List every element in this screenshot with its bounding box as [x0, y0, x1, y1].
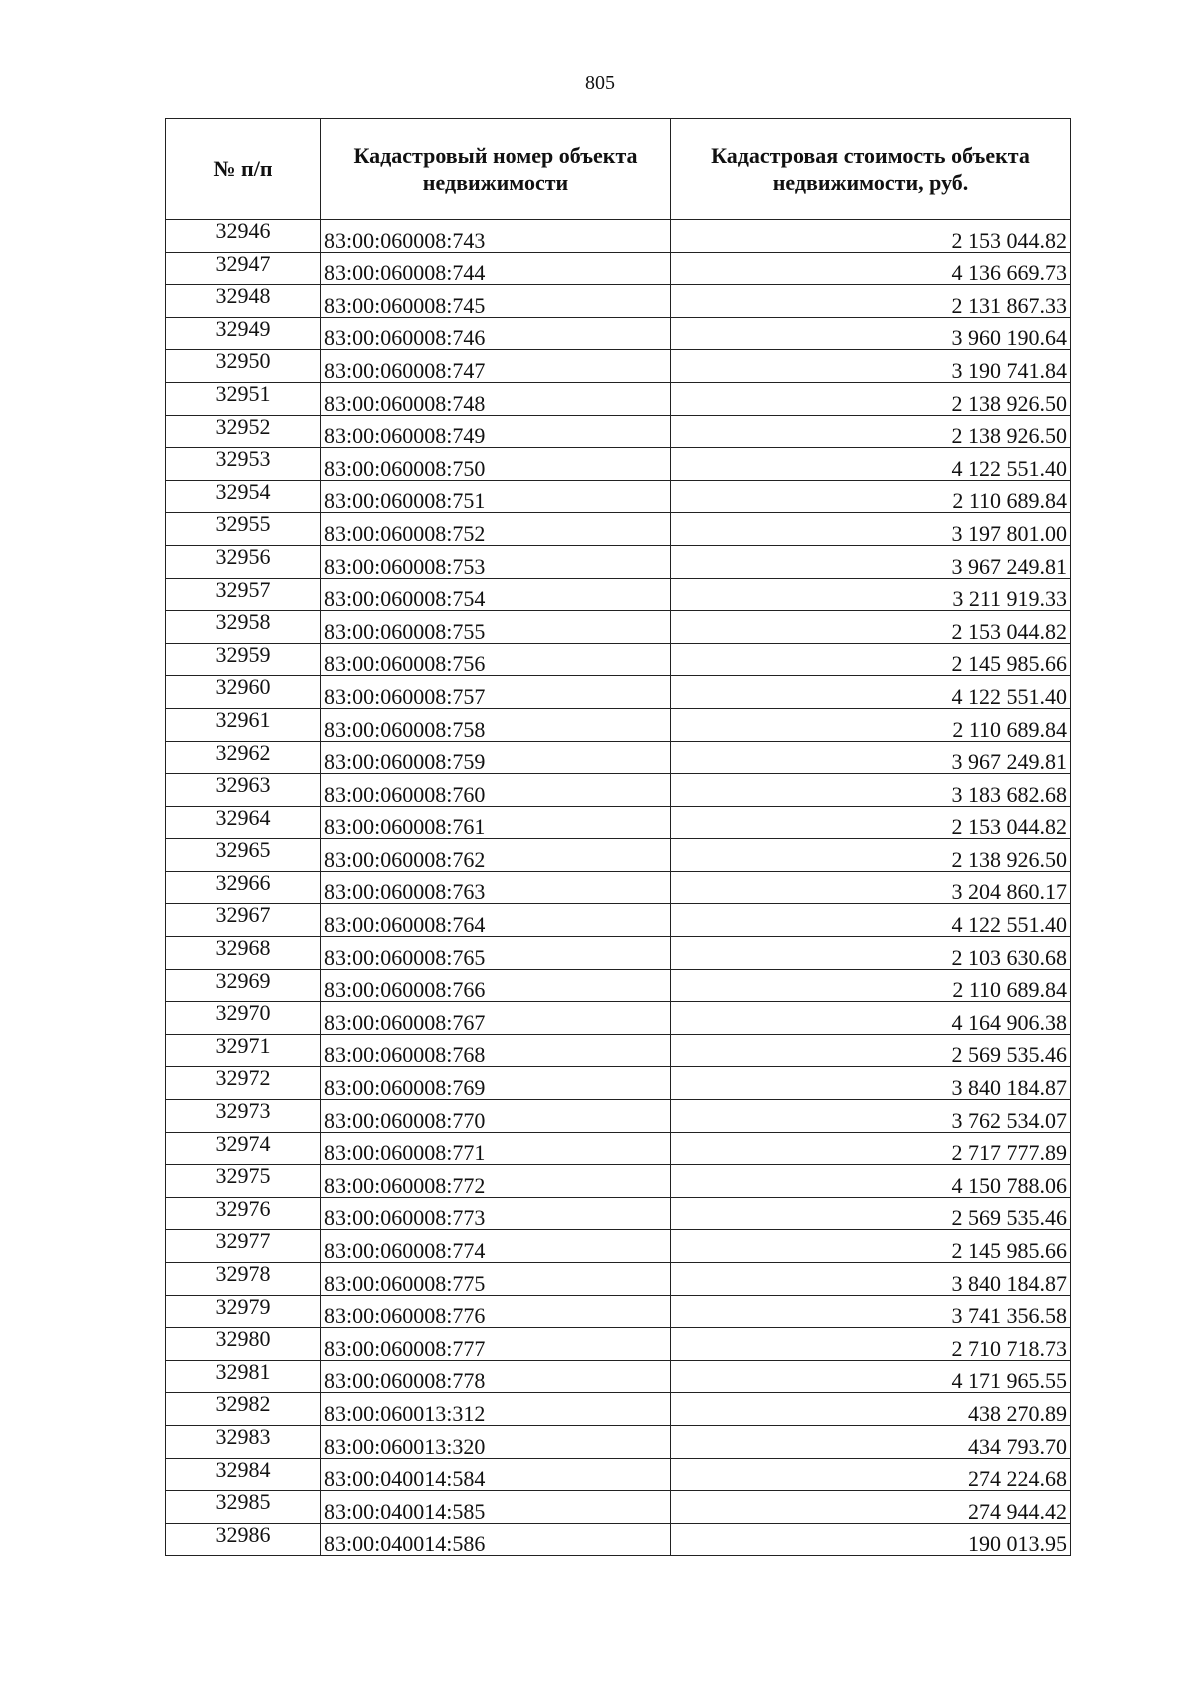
cadastral-value-cell: 438 270.89 — [671, 1393, 1071, 1426]
cadastral-number-cell: 83:00:060008:743 — [321, 220, 671, 253]
table-row — [166, 741, 1071, 774]
table-row — [166, 285, 1071, 318]
cadastral-value-cell: 3 967 249.81 — [671, 741, 1071, 774]
table-row — [166, 1360, 1071, 1393]
row-number-cell: 32952 — [166, 415, 321, 448]
cadastral-number-cell: 83:00:060008:759 — [321, 741, 671, 774]
row-number-cell: 32985 — [166, 1491, 321, 1524]
table-row — [166, 1002, 1071, 1035]
cadastral-number-cell: 83:00:060008:774 — [321, 1230, 671, 1263]
cadastral-value-cell: 2 110 689.84 — [671, 480, 1071, 513]
row-number-cell: 32964 — [166, 806, 321, 839]
table-row — [166, 1393, 1071, 1426]
cadastral-number-cell: 83:00:060008:773 — [321, 1197, 671, 1230]
table-row — [166, 643, 1071, 676]
cadastral-value-table — [165, 118, 1071, 1556]
cadastral-value-cell: 2 131 867.33 — [671, 285, 1071, 318]
cadastral-number-cell: 83:00:060008:745 — [321, 285, 671, 318]
cadastral-number-cell: 83:00:060008:760 — [321, 774, 671, 807]
row-number-cell: 32951 — [166, 382, 321, 415]
row-number-cell: 32967 — [166, 904, 321, 937]
table-header — [166, 119, 1071, 220]
table-row — [166, 1100, 1071, 1133]
cadastral-value-cell: 2 717 777.89 — [671, 1132, 1071, 1165]
table-row — [166, 708, 1071, 741]
cadastral-number-cell: 83:00:060008:756 — [321, 643, 671, 676]
cadastral-value-cell: 2 569 535.46 — [671, 1034, 1071, 1067]
table-row — [166, 382, 1071, 415]
table-row — [166, 1067, 1071, 1100]
table-row — [166, 1263, 1071, 1296]
cadastral-number-cell: 83:00:060008:752 — [321, 513, 671, 546]
cadastral-value-cell: 2 710 718.73 — [671, 1328, 1071, 1361]
row-number-cell: 32969 — [166, 969, 321, 1002]
table-row — [166, 1425, 1071, 1458]
cadastral-number-cell: 83:00:040014:586 — [321, 1523, 671, 1556]
cadastral-number-cell: 83:00:060008:766 — [321, 969, 671, 1002]
table-row — [166, 1132, 1071, 1165]
row-number-cell: 32950 — [166, 350, 321, 383]
row-number-cell: 32962 — [166, 741, 321, 774]
cadastral-number-cell: 83:00:060008:747 — [321, 350, 671, 383]
table-row — [166, 676, 1071, 709]
cadastral-value-cell: 4 164 906.38 — [671, 1002, 1071, 1035]
row-number-cell: 32963 — [166, 774, 321, 807]
cadastral-number-cell: 83:00:060008:776 — [321, 1295, 671, 1328]
table-row — [166, 220, 1071, 253]
row-number-cell: 32979 — [166, 1295, 321, 1328]
row-number-cell: 32949 — [166, 317, 321, 350]
row-number-cell: 32983 — [166, 1425, 321, 1458]
cadastral-value-cell: 4 122 551.40 — [671, 904, 1071, 937]
cadastral-number-cell: 83:00:060008:763 — [321, 871, 671, 904]
header-row-number: № п/п — [166, 119, 321, 220]
cadastral-number-cell: 83:00:060008:758 — [321, 708, 671, 741]
cadastral-value-cell: 3 183 682.68 — [671, 774, 1071, 807]
table-row — [166, 480, 1071, 513]
row-number-cell: 32946 — [166, 220, 321, 253]
cadastral-value-cell: 190 013.95 — [671, 1523, 1071, 1556]
table-row — [166, 904, 1071, 937]
table-row — [166, 806, 1071, 839]
row-number-cell: 32953 — [166, 448, 321, 481]
cadastral-value-cell: 2 153 044.82 — [671, 220, 1071, 253]
row-number-cell: 32978 — [166, 1263, 321, 1296]
table-row — [166, 252, 1071, 285]
cadastral-number-cell: 83:00:060008:772 — [321, 1165, 671, 1198]
table-row — [166, 1034, 1071, 1067]
row-number-cell: 32970 — [166, 1002, 321, 1035]
row-number-cell: 32976 — [166, 1197, 321, 1230]
row-number-cell: 32982 — [166, 1393, 321, 1426]
cadastral-number-cell: 83:00:040014:584 — [321, 1458, 671, 1491]
table-row — [166, 545, 1071, 578]
cadastral-value-cell: 3 840 184.87 — [671, 1263, 1071, 1296]
cadastral-value-cell: 4 122 551.40 — [671, 448, 1071, 481]
cadastral-value-cell: 2 138 926.50 — [671, 415, 1071, 448]
cadastral-value-cell: 4 122 551.40 — [671, 676, 1071, 709]
row-number-cell: 32965 — [166, 839, 321, 872]
table-row — [166, 415, 1071, 448]
cadastral-number-cell: 83:00:060008:748 — [321, 382, 671, 415]
row-number-cell: 32956 — [166, 545, 321, 578]
cadastral-value-cell: 3 741 356.58 — [671, 1295, 1071, 1328]
cadastral-number-cell: 83:00:060008:765 — [321, 937, 671, 970]
table-row — [166, 871, 1071, 904]
table-row — [166, 1328, 1071, 1361]
cadastral-value-cell: 274 944.42 — [671, 1491, 1071, 1524]
cadastral-number-cell: 83:00:060008:749 — [321, 415, 671, 448]
row-number-cell: 32955 — [166, 513, 321, 546]
cadastral-value-cell: 3 204 860.17 — [671, 871, 1071, 904]
cadastral-value-cell: 2 145 985.66 — [671, 643, 1071, 676]
cadastral-number-cell: 83:00:060008:750 — [321, 448, 671, 481]
cadastral-number-cell: 83:00:060013:320 — [321, 1425, 671, 1458]
cadastral-number-cell: 83:00:060008:754 — [321, 578, 671, 611]
cadastral-number-cell: 83:00:060008:777 — [321, 1328, 671, 1361]
cadastral-number-cell: 83:00:060008:757 — [321, 676, 671, 709]
table-row — [166, 317, 1071, 350]
page-number: 805 — [585, 72, 615, 94]
row-number-cell: 32960 — [166, 676, 321, 709]
row-number-cell: 32948 — [166, 285, 321, 318]
row-number-cell: 32981 — [166, 1360, 321, 1393]
cadastral-number-cell: 83:00:060008:767 — [321, 1002, 671, 1035]
row-number-cell: 32975 — [166, 1165, 321, 1198]
cadastral-value-cell: 4 136 669.73 — [671, 252, 1071, 285]
cadastral-value-cell: 3 840 184.87 — [671, 1067, 1071, 1100]
cadastral-value-cell: 3 762 534.07 — [671, 1100, 1071, 1133]
cadastral-value-cell: 434 793.70 — [671, 1425, 1071, 1458]
cadastral-number-cell: 83:00:060008:769 — [321, 1067, 671, 1100]
cadastral-number-cell: 83:00:060008:751 — [321, 480, 671, 513]
cadastral-number-cell: 83:00:060008:762 — [321, 839, 671, 872]
table-row — [166, 1523, 1071, 1556]
row-number-cell: 32972 — [166, 1067, 321, 1100]
cadastral-value-cell: 3 960 190.64 — [671, 317, 1071, 350]
cadastral-number-cell: 83:00:060008:770 — [321, 1100, 671, 1133]
table-row — [166, 1230, 1071, 1263]
table-row — [166, 350, 1071, 383]
cadastral-number-cell: 83:00:060008:771 — [321, 1132, 671, 1165]
row-number-cell: 32986 — [166, 1523, 321, 1556]
row-number-cell: 32958 — [166, 611, 321, 644]
cadastral-value-cell: 274 224.68 — [671, 1458, 1071, 1491]
cadastral-number-cell: 83:00:060008:764 — [321, 904, 671, 937]
cadastral-number-cell: 83:00:060008:744 — [321, 252, 671, 285]
row-number-cell: 32977 — [166, 1230, 321, 1263]
cadastral-value-cell: 2 145 985.66 — [671, 1230, 1071, 1263]
row-number-cell: 32971 — [166, 1034, 321, 1067]
cadastral-value-cell: 2 569 535.46 — [671, 1197, 1071, 1230]
row-number-cell: 32984 — [166, 1458, 321, 1491]
cadastral-value-cell: 2 110 689.84 — [671, 969, 1071, 1002]
cadastral-number-cell: 83:00:060008:768 — [321, 1034, 671, 1067]
table-row — [166, 611, 1071, 644]
row-number-cell: 32957 — [166, 578, 321, 611]
table-row — [166, 774, 1071, 807]
cadastral-value-cell: 3 197 801.00 — [671, 513, 1071, 546]
header-row — [166, 119, 1071, 220]
cadastral-value-cell: 2 138 926.50 — [671, 382, 1071, 415]
cadastral-value-cell: 4 171 965.55 — [671, 1360, 1071, 1393]
row-number-cell: 32973 — [166, 1100, 321, 1133]
cadastral-number-cell: 83:00:060008:775 — [321, 1263, 671, 1296]
table-row — [166, 1197, 1071, 1230]
cadastral-value-cell: 3 967 249.81 — [671, 545, 1071, 578]
row-number-cell: 32954 — [166, 480, 321, 513]
cadastral-value-cell: 2 103 630.68 — [671, 937, 1071, 970]
row-number-cell: 32980 — [166, 1328, 321, 1361]
cadastral-number-cell: 83:00:060008:761 — [321, 806, 671, 839]
row-number-cell: 32974 — [166, 1132, 321, 1165]
cadastral-number-cell: 83:00:060013:312 — [321, 1393, 671, 1426]
cadastral-number-cell: 83:00:040014:585 — [321, 1491, 671, 1524]
cadastral-value-cell: 2 153 044.82 — [671, 611, 1071, 644]
cadastral-number-cell: 83:00:060008:755 — [321, 611, 671, 644]
cadastral-value-cell: 4 150 788.06 — [671, 1165, 1071, 1198]
row-number-cell: 32959 — [166, 643, 321, 676]
cadastral-number-cell: 83:00:060008:746 — [321, 317, 671, 350]
row-number-cell: 32966 — [166, 871, 321, 904]
table-row — [166, 1295, 1071, 1328]
row-number-cell: 32947 — [166, 252, 321, 285]
cadastral-value-cell: 2 153 044.82 — [671, 806, 1071, 839]
table-row — [166, 937, 1071, 970]
table-row — [166, 839, 1071, 872]
table-row — [166, 448, 1071, 481]
cadastral-value-cell: 2 110 689.84 — [671, 708, 1071, 741]
header-cadastral-value: Кадастровая стоимость объекта недвижимости, руб. — [671, 119, 1071, 220]
table-row — [166, 1165, 1071, 1198]
cadastral-number-cell: 83:00:060008:778 — [321, 1360, 671, 1393]
row-number-cell: 32961 — [166, 708, 321, 741]
table-row — [166, 969, 1071, 1002]
row-number-cell: 32968 — [166, 937, 321, 970]
table-row — [166, 1458, 1071, 1491]
table-row — [166, 578, 1071, 611]
cadastral-number-cell: 83:00:060008:753 — [321, 545, 671, 578]
table-row — [166, 1491, 1071, 1524]
cadastral-value-cell: 3 190 741.84 — [671, 350, 1071, 383]
cadastral-value-cell: 2 138 926.50 — [671, 839, 1071, 872]
table-row — [166, 513, 1071, 546]
cadastral-value-cell: 3 211 919.33 — [671, 578, 1071, 611]
table-body — [166, 220, 1071, 1556]
header-cadastral-number: Кадастровый номер объекта недвижимости — [321, 119, 671, 220]
